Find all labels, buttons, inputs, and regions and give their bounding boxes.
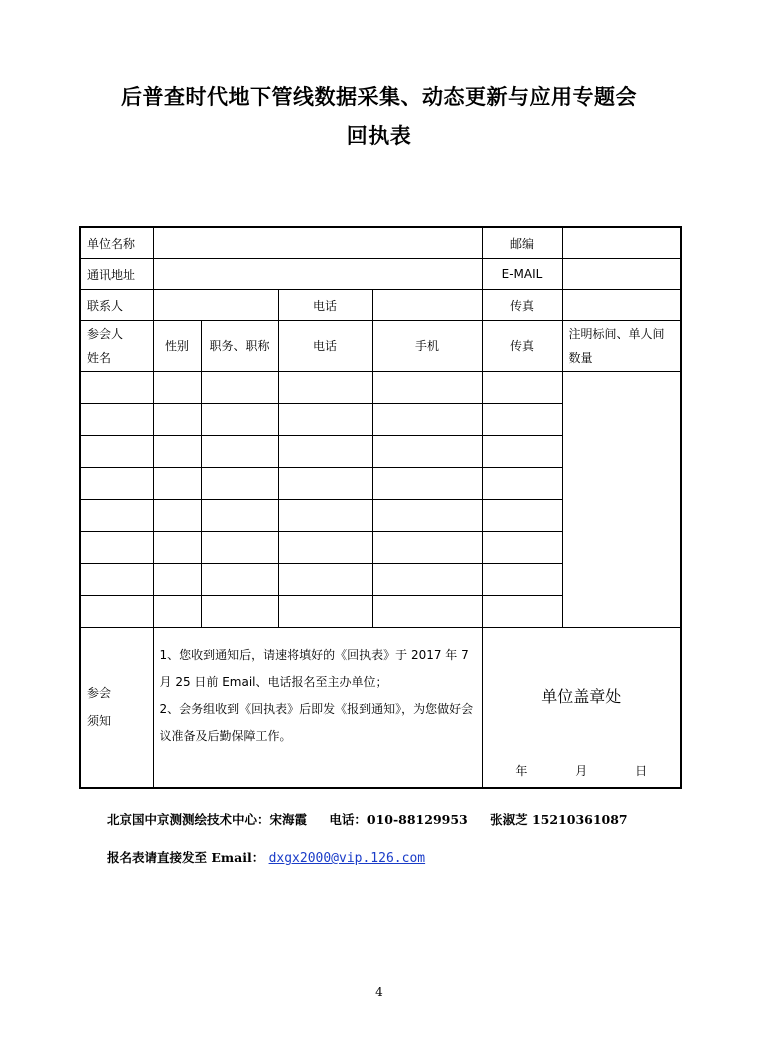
position-cell[interactable] bbox=[201, 468, 278, 500]
phone-cell[interactable] bbox=[278, 564, 372, 596]
contact-fax-field[interactable] bbox=[562, 290, 681, 321]
fax-cell[interactable] bbox=[482, 596, 562, 628]
phone-cell[interactable] bbox=[278, 372, 372, 404]
attendee-row bbox=[80, 372, 681, 404]
fax-cell[interactable] bbox=[482, 500, 562, 532]
notice-row bbox=[80, 628, 681, 788]
gender-cell[interactable] bbox=[153, 500, 201, 532]
attendee-name-cell[interactable] bbox=[80, 500, 153, 532]
seal-area[interactable] bbox=[482, 628, 681, 788]
notice-text bbox=[153, 628, 482, 788]
unit-name-label: 单位名称 bbox=[80, 227, 153, 259]
email-footer bbox=[107, 848, 425, 866]
position-cell[interactable] bbox=[201, 372, 278, 404]
gender-cell[interactable] bbox=[153, 532, 201, 564]
phone-cell[interactable] bbox=[278, 596, 372, 628]
phone-cell[interactable] bbox=[278, 436, 372, 468]
attendee-name-cell[interactable] bbox=[80, 436, 153, 468]
room-note-line1: 注明标间、单人间 bbox=[568, 327, 665, 341]
fax-cell[interactable] bbox=[482, 564, 562, 596]
mobile-cell[interactable] bbox=[372, 372, 482, 404]
form-row-address bbox=[80, 259, 681, 290]
room-note-header bbox=[562, 321, 681, 372]
contact-phone-field[interactable] bbox=[372, 290, 482, 321]
footer-contact2: 张淑芝 15210361087 bbox=[490, 812, 628, 827]
contact-label: 联系人 bbox=[80, 290, 153, 321]
gender-cell[interactable] bbox=[153, 468, 201, 500]
mobile-cell[interactable] bbox=[372, 436, 482, 468]
phone-cell[interactable] bbox=[278, 532, 372, 564]
postcode-field[interactable] bbox=[562, 227, 681, 259]
seal-day: 日 bbox=[635, 764, 648, 778]
attendee-name-cell[interactable] bbox=[80, 404, 153, 436]
room-note-line2: 数量 bbox=[568, 351, 593, 365]
email-field[interactable] bbox=[562, 259, 681, 290]
document-title: 后普查时代地下管线数据采集、动态更新与应用专题会 bbox=[121, 85, 637, 109]
document-subtitle: 回执表 bbox=[346, 124, 412, 148]
notice-label bbox=[80, 628, 153, 788]
attendee-name-header bbox=[80, 321, 153, 372]
postcode-label: 邮编 bbox=[482, 227, 562, 259]
email-instruction: 报名表请直接发至 Email： bbox=[107, 850, 265, 865]
mobile-cell[interactable] bbox=[372, 596, 482, 628]
gender-header: 性别 bbox=[153, 321, 201, 372]
contact-phone-label: 电话 bbox=[278, 290, 372, 321]
seal-month: 月 bbox=[575, 764, 588, 778]
position-cell[interactable] bbox=[201, 404, 278, 436]
form-row-unit bbox=[80, 227, 681, 259]
registration-form bbox=[79, 226, 682, 789]
position-cell[interactable] bbox=[201, 564, 278, 596]
seal-year: 年 bbox=[515, 764, 528, 778]
notice-label-line1: 参会 bbox=[87, 686, 112, 701]
notice-item-2: 2、会务组收到《回执表》后即发《报到通知》，为您做好会议准备及后勤保障工作。 bbox=[159, 702, 474, 743]
attendee-header-row bbox=[80, 321, 681, 372]
position-cell[interactable] bbox=[201, 436, 278, 468]
position-cell[interactable] bbox=[201, 596, 278, 628]
attendee-name-cell[interactable] bbox=[80, 564, 153, 596]
attendee-name-cell[interactable] bbox=[80, 372, 153, 404]
notice-item-1: 1、您收到通知后，请速将填好的《回执表》于 2017 年 7 月 25 日前 Email、电话报名至主办单位； bbox=[159, 648, 469, 689]
attendee-name-cell[interactable] bbox=[80, 468, 153, 500]
fax-header: 传真 bbox=[482, 321, 562, 372]
fax-cell[interactable] bbox=[482, 404, 562, 436]
room-note-cell[interactable] bbox=[562, 372, 681, 628]
contact-field[interactable] bbox=[153, 290, 278, 321]
attendee-header-line2: 姓名 bbox=[87, 351, 112, 365]
gender-cell[interactable] bbox=[153, 564, 201, 596]
contact-footer bbox=[107, 810, 646, 828]
mobile-cell[interactable] bbox=[372, 532, 482, 564]
phone-cell[interactable] bbox=[278, 468, 372, 500]
email-link[interactable]: dxgx2000@vip.126.com bbox=[268, 851, 426, 866]
phone-header: 电话 bbox=[278, 321, 372, 372]
fax-cell[interactable] bbox=[482, 372, 562, 404]
contact-fax-label: 传真 bbox=[482, 290, 562, 321]
mobile-cell[interactable] bbox=[372, 468, 482, 500]
position-cell[interactable] bbox=[201, 500, 278, 532]
form-row-contact bbox=[80, 290, 681, 321]
mobile-cell[interactable] bbox=[372, 564, 482, 596]
gender-cell[interactable] bbox=[153, 596, 201, 628]
address-field[interactable] bbox=[153, 259, 482, 290]
fax-cell[interactable] bbox=[482, 532, 562, 564]
position-cell[interactable] bbox=[201, 532, 278, 564]
footer-org: 北京国中京测测绘技术中心：宋海霞 bbox=[107, 812, 308, 827]
phone-cell[interactable] bbox=[278, 500, 372, 532]
mobile-cell[interactable] bbox=[372, 404, 482, 436]
footer-phone: 电话：010-88129953 bbox=[329, 812, 468, 827]
seal-date bbox=[483, 762, 681, 779]
attendee-name-cell[interactable] bbox=[80, 532, 153, 564]
position-header: 职务、职称 bbox=[201, 321, 278, 372]
seal-label: 单位盖章处 bbox=[541, 687, 622, 706]
email-label: E-MAIL bbox=[482, 259, 562, 290]
address-label: 通讯地址 bbox=[80, 259, 153, 290]
mobile-cell[interactable] bbox=[372, 500, 482, 532]
phone-cell[interactable] bbox=[278, 404, 372, 436]
gender-cell[interactable] bbox=[153, 404, 201, 436]
attendee-header-line1: 参会人 bbox=[87, 327, 124, 341]
gender-cell[interactable] bbox=[153, 436, 201, 468]
mobile-header: 手机 bbox=[372, 321, 482, 372]
fax-cell[interactable] bbox=[482, 468, 562, 500]
notice-label-line2: 须知 bbox=[87, 714, 112, 729]
fax-cell[interactable] bbox=[482, 436, 562, 468]
unit-name-field[interactable] bbox=[153, 227, 482, 259]
page-number: 4 bbox=[375, 985, 383, 999]
attendee-name-cell[interactable] bbox=[80, 596, 153, 628]
gender-cell[interactable] bbox=[153, 372, 201, 404]
